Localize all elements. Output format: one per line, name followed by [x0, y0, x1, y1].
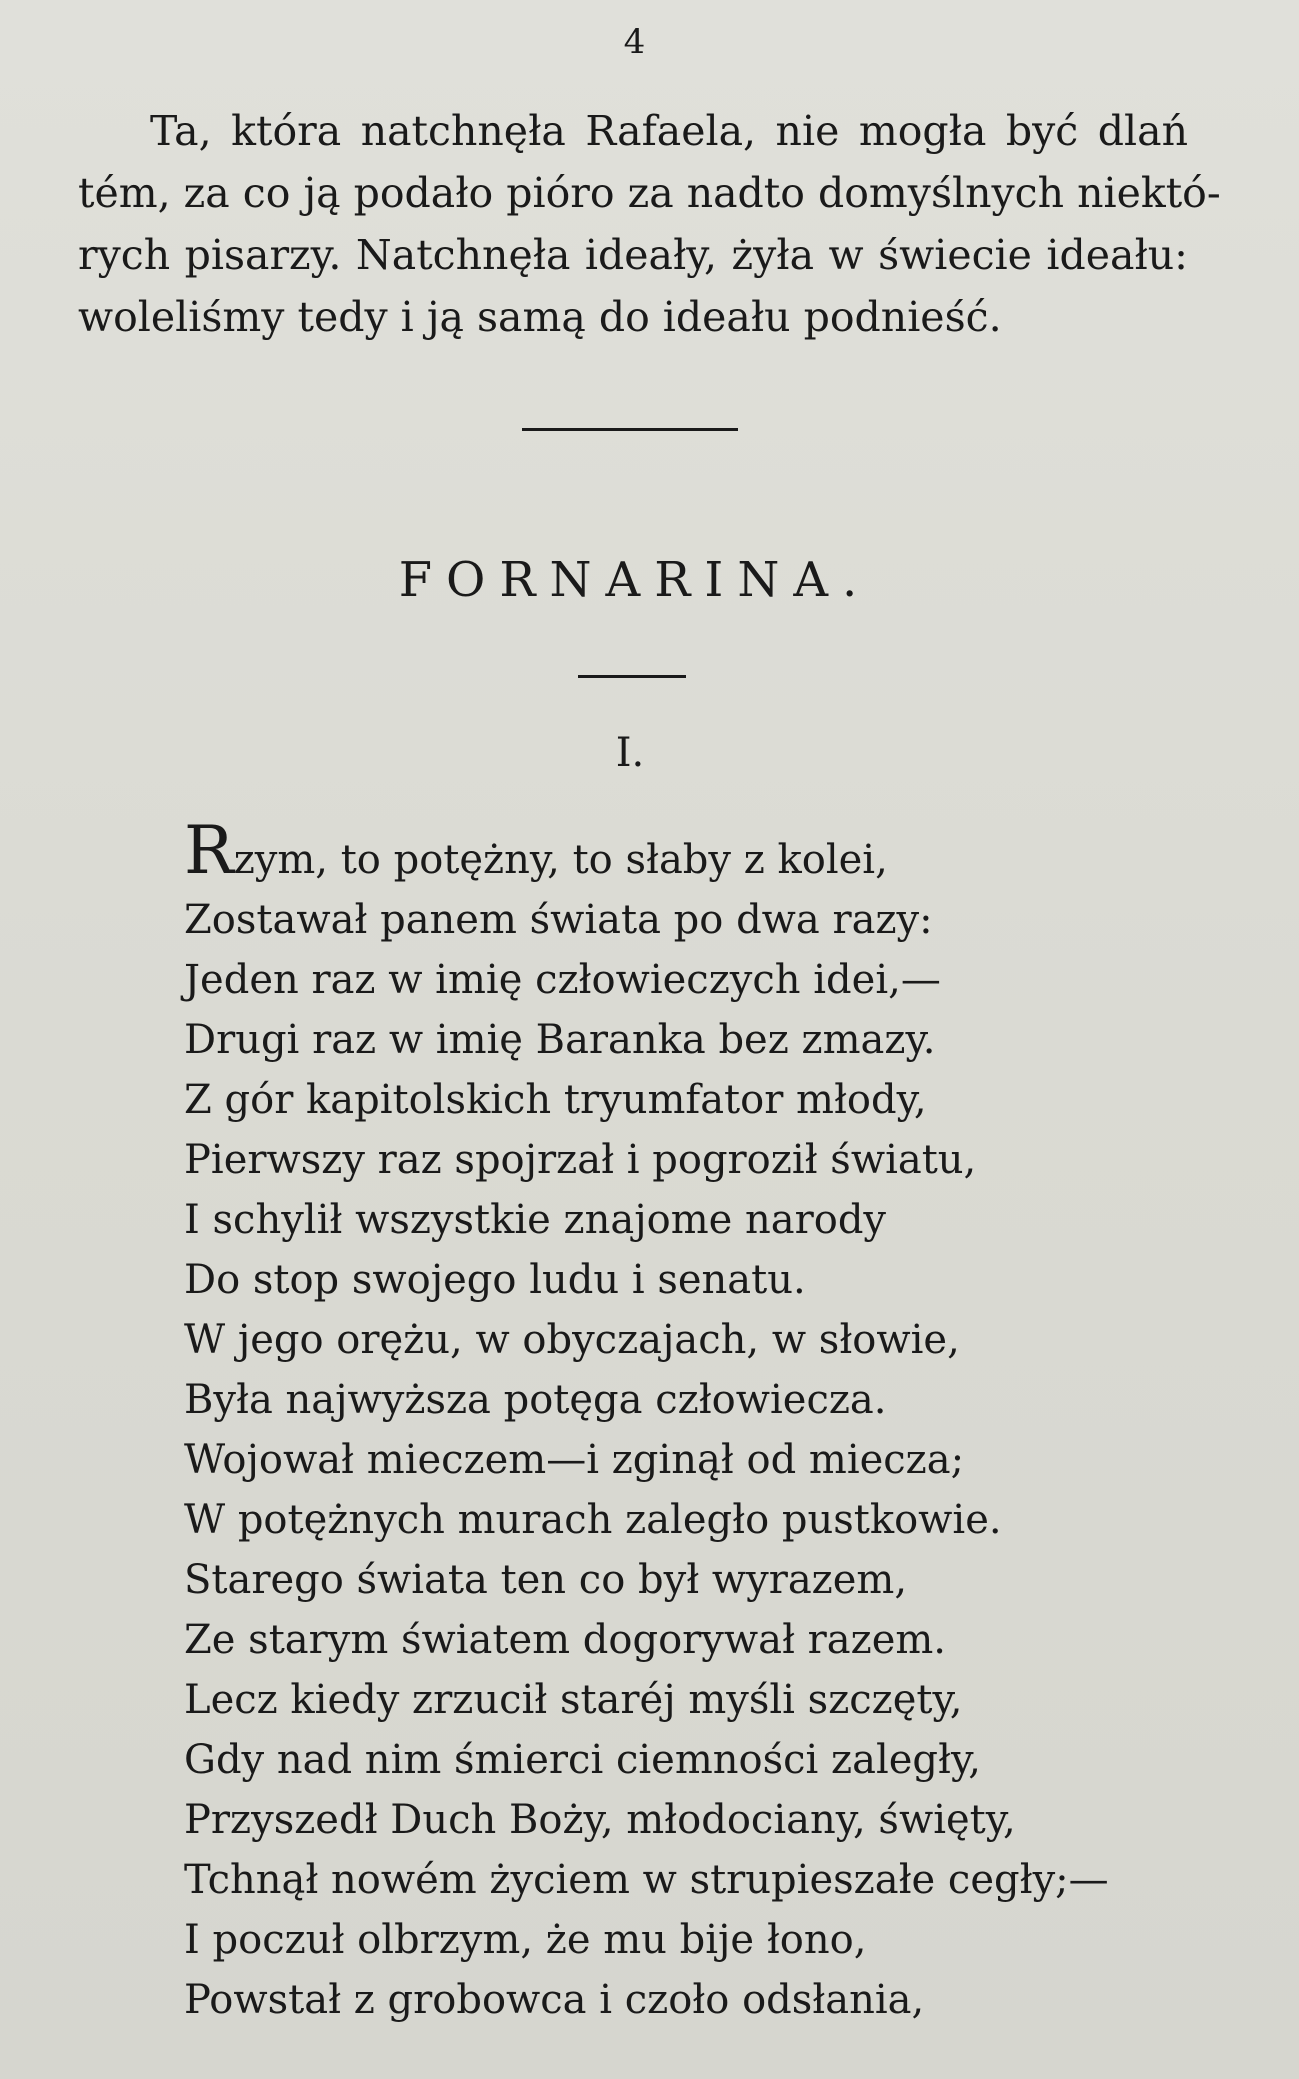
verse-line: Lecz kiedy zrzucił staréj myśli szczęty, — [184, 1677, 963, 1723]
verse-line: Jeden raz w imię człowieczych idei,— — [184, 957, 941, 1003]
verse-line: Starego świata ten co był wyrazem, — [184, 1557, 908, 1603]
intro-line: rych pisarzy. Natchnęła ideały, żyła w świecie ideału: — [78, 231, 1188, 279]
intro-paragraph — [78, 100, 1221, 348]
verse-line: Wojował mieczem—i zginął od miecza; — [184, 1437, 965, 1483]
verse-line: Zostawał panem świata po dwa razy: — [184, 897, 933, 943]
verse-line: Z gór kapitolskich tryumfator młody, — [184, 1077, 927, 1123]
verse-line — [184, 812, 1109, 890]
verse-line: Była najwyższa potęga człowiecza. — [184, 1377, 887, 1423]
verse-line: W jego orężu, w obyczajach, w słowie, — [184, 1317, 960, 1363]
verse-line: Powstał z grobowca i czoło odsłania, — [184, 1977, 925, 2023]
drop-cap: R — [184, 812, 234, 889]
verse-line: I poczuł olbrzym, że mu bije łono, — [184, 1917, 867, 1963]
intro-line: woleliśmy tedy i ją samą do ideału podnieść. — [78, 293, 1002, 341]
section-number: I. — [615, 730, 645, 776]
verse-line-text: zym, to potężny, to słaby z kolei, — [233, 837, 888, 883]
verse-line: W potężnych murach zaległo pustkowie. — [184, 1497, 1002, 1543]
verse-line: I schylił wszystkie znajome narody — [184, 1197, 887, 1243]
verse-line: Przyszedł Duch Boży, młodociany, święty, — [184, 1797, 1016, 1843]
page-number: 4 — [623, 22, 647, 62]
section-divider — [522, 428, 738, 431]
title-divider — [578, 675, 686, 678]
intro-line: Ta, która natchnęła Rafaela, nie mogła być dlań — [150, 107, 1188, 155]
verse-line: Pierwszy raz spojrzał i pogroził światu, — [184, 1137, 977, 1183]
verse-line: Drugi raz w imię Baranka bez zmazy. — [184, 1017, 936, 1063]
verse-line: Ze starym światem dogorywał razem. — [184, 1617, 947, 1663]
poem-title: FORNARINA. — [398, 552, 872, 608]
intro-line: tém, za co ją podało pióro za nadto domyślnych niektó- — [78, 169, 1221, 217]
verse-line: Gdy nad nim śmierci ciemności zaległy, — [184, 1737, 981, 1783]
verse-line: Do stop swojego ludu i senatu. — [184, 1257, 806, 1303]
verse-line: Tchnął nowém życiem w strupieszałe cegły;— — [184, 1857, 1109, 1903]
poem-verses — [184, 812, 1109, 2030]
